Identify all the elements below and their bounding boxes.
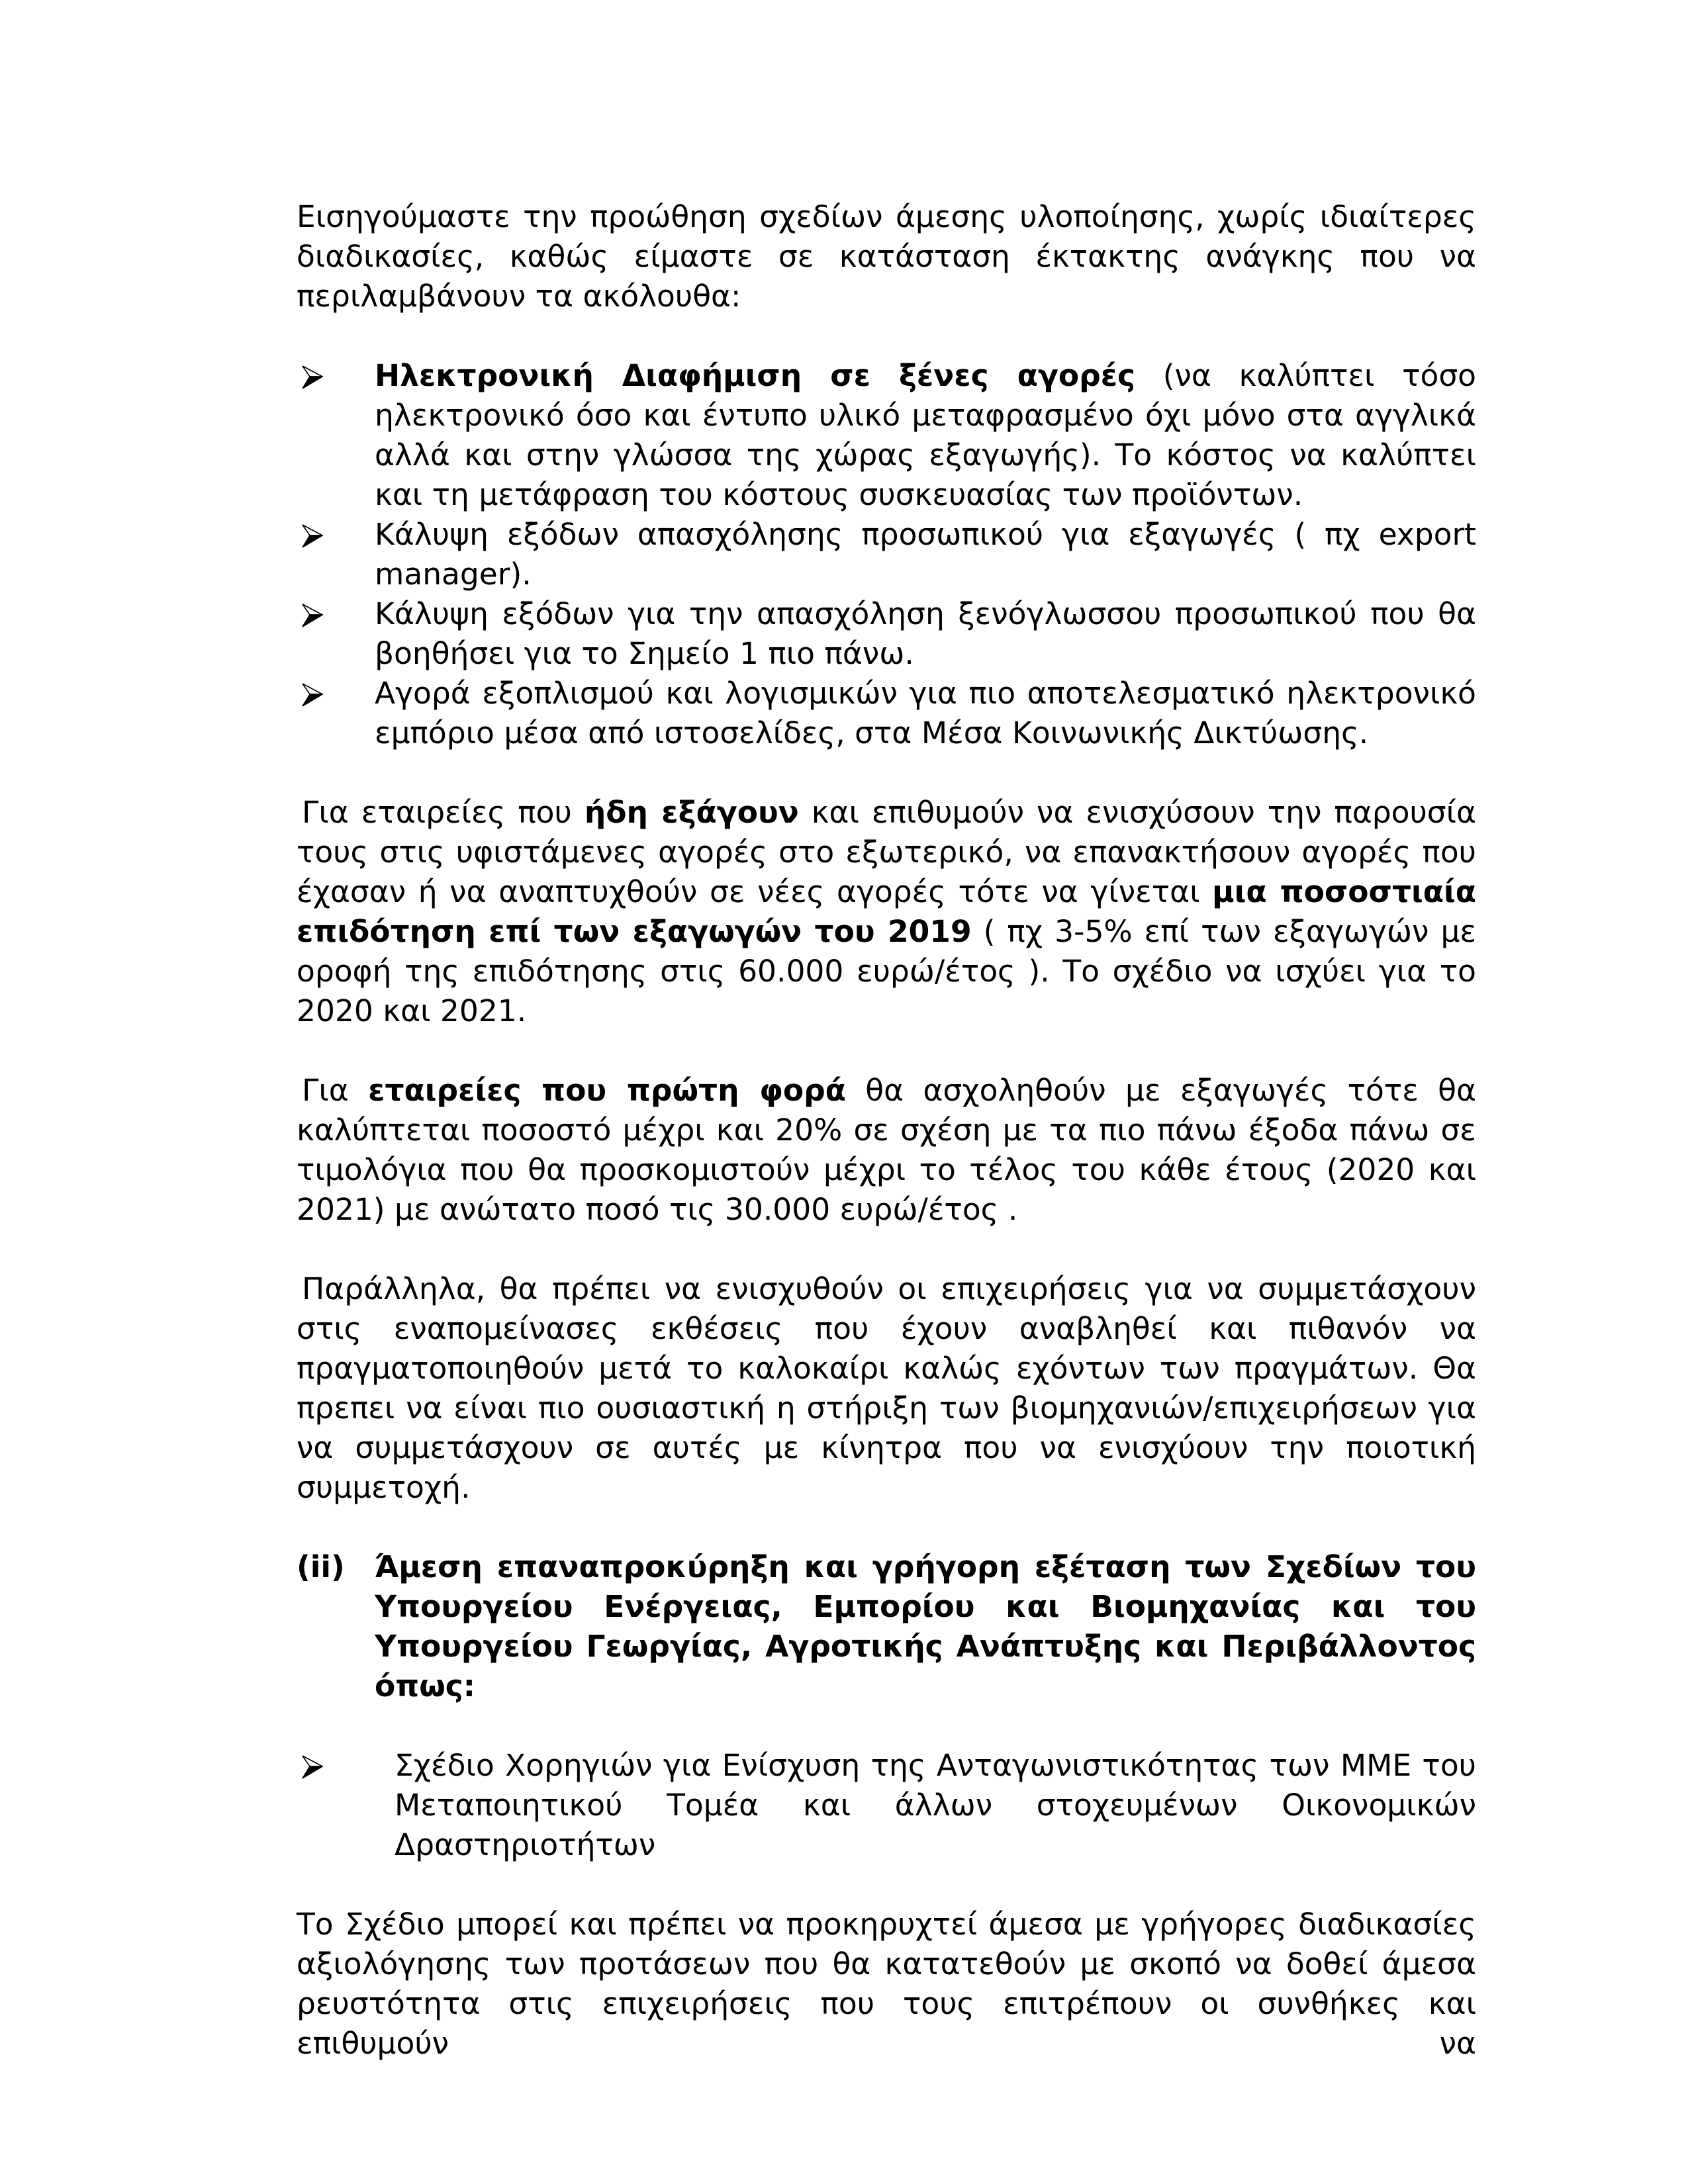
text-run: θα ασχοληθούν με εξαγωγές τότε θα καλύπτεται ποσοστό μέχρι και 20% σε σχέση με τα πιο πάνω έξοδα πάνω σε τιμολόγια που θα προσκομιστούν μέχρι το τέλος του κάθε έτους (2020 και 2021) με ανώτατο ποσό τις 30.000 ευρώ/έτος .: [297, 1073, 1477, 1227]
first-time-exporters-paragraph: [297, 1071, 1476, 1230]
list-item: [297, 674, 1476, 753]
list-item-text: Κάλυψη εξόδων απασχόλησης προσωπικού για εξαγωγές ( πχ export manager).: [375, 517, 1476, 592]
list-item: [297, 356, 1476, 515]
section-title: Άμεση επαναπροκύρηξη και γρήγορη εξέταση των Σχεδίων του Υπουργείου Ενέργειας, Εμπορίου και Βιομηχανίας και του Υπουργείου Γεωργίας, Αγροτικής Ανάπτυξης και Περιβάλλοντος όπως:: [375, 1549, 1476, 1704]
list-item-text: (να καλύπτει τόσο ηλεκτρονικό όσο και έντυπο υλικό μεταφρασμένο όχι μόνο στα αγγλικά αλλά και στην γλώσσα της χώρας εξαγωγής). Το κόστος να καλύπτει και τη μετάφραση του κόστους συσκευασίας των προϊόντων.: [375, 358, 1476, 512]
list-item-text: Αγορά εξοπλισμού και λογισμικών για πιο αποτελεσματικό ηλεκτρονικό εμπόριο μέσα από ιστοσελίδες, στα Μέσα Κοινωνικής Δικτύωσης.: [375, 676, 1476, 751]
arrowhead-bullet-icon: [302, 1755, 323, 1779]
list-item: [297, 594, 1476, 674]
arrowhead-bullet-icon: [302, 365, 323, 389]
text-run: Για: [302, 1073, 369, 1108]
arrowhead-bullet-icon: [302, 683, 323, 707]
document-page: [297, 197, 1476, 2064]
text-run: και επιθυμούν να ενισχύσουν την παρουσία τους στις υφιστάμενες αγορές στο εξωτερικό, να επανακτήσουν αγορές που έχασαν ή να αναπτυχθούν σε νέες αγορές τότε να γίνεται: [297, 795, 1477, 909]
support-measures-list: [297, 356, 1476, 753]
list-item-text: Κάλυψη εξόδων για την απασχόληση ξενόγλωσσου προσωπικού που θα βοηθήσει για το Σημείο 1 πιο πάνω.: [375, 596, 1476, 671]
text-run: ( πχ 3-5% επί των εξαγωγών με οροφή της επιδότησης στις 60.000 ευρώ/έτος ). Το σχέδιο να ισχύει για το 2020 και 2021.: [297, 914, 1476, 1028]
plans-list: [297, 1746, 1476, 1865]
emphasis: ήδη εξάγουν: [584, 795, 799, 830]
emphasis: μια ποσοστιαία επιδότηση επί των εξαγωγών του 2019: [297, 874, 1476, 949]
closing-paragraph: Το Σχέδιο μπορεί και πρέπει να προκηρυχτεί άμεσα με γρήγορες διαδικασίες αξιολόγησης των προτάσεων που θα κατατεθούν με σκοπό να δοθεί άμεσα ρευστότητα στις επιχειρήσεις που τους επιτρέπουν οι συνθήκες και επιθυμούν να: [297, 1907, 1476, 2061]
list-item: [297, 1746, 1476, 1865]
list-item: [297, 515, 1476, 594]
text-run: Για εταιρείες που: [302, 795, 585, 830]
intro-paragraph: Εισηγούμαστε την προώθηση σχεδίων άμεσης υλοποίησης, χωρίς ιδιαίτερες διαδικασίες, καθώς είμαστε σε κατάσταση έκτακτης ανάγκης που να περιλαμβάνουν τα ακόλουθα:: [297, 199, 1476, 314]
exporters-paragraph: [297, 793, 1476, 1031]
arrowhead-bullet-icon: [302, 604, 323, 627]
exhibitions-paragraph: Παράλληλα, θα πρέπει να ενισχυθούν οι επιχειρήσεις για να συμμετάσχουν στις εναπομείνασες εκθέσεις που έχουν αναβληθεί και πιθανόν να πραγματοποιηθούν μετά το καλοκαίρι καλώς εχόντων των πραγμάτων. Θα πρεπει να είναι πιο ουσιαστική η στήριξη των βιομηχανιών/επιχειρήσεων για να συμμετάσχουν σε αυτές με κίνητρα που να ενισχύουν την ποιοτική συμμετοχή.: [297, 1271, 1476, 1505]
section-ii-heading: [297, 1547, 1476, 1706]
section-number: (ii): [297, 1549, 345, 1584]
arrowhead-bullet-icon: [302, 524, 323, 548]
list-item-text: Σχέδιο Χορηγιών για Ενίσχυση της Ανταγωνιστικότητας των ΜΜΕ του Μεταποιητικού Τομέα και άλλων στοχευμένων Οικονομικών Δραστηριοτήτων: [395, 1748, 1476, 1862]
list-item-bold: Ηλεκτρονική Διαφήμιση σε ξένες αγορές: [375, 358, 1135, 393]
emphasis: εταιρείες που πρώτη φορά: [368, 1073, 846, 1108]
